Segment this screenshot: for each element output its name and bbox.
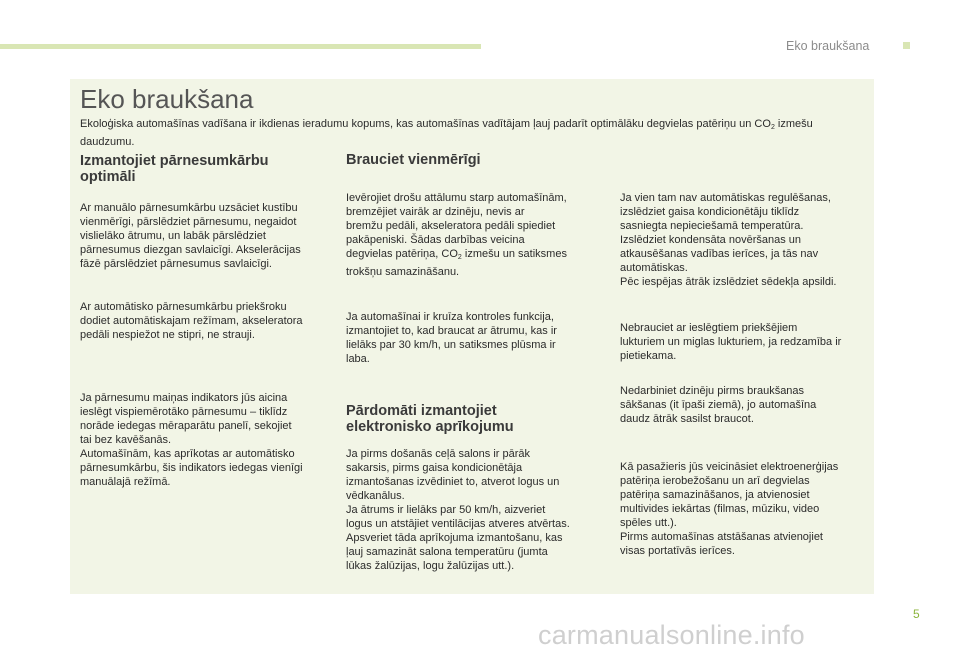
section-title: Eko braukšana [786, 39, 870, 53]
watermark: carmanualsonline.info [538, 620, 805, 650]
paragraph-manual-gearbox: Ar manuālo pārnesumkārbu uzsāciet kustību vienmērīgi, pārslēdziet pārnesumu, negaidot vislielāko ātrumu, un labāk pārslēdziet pārnesumus diezgan savlaicīgi. Akselerācijas fāzē pārslēdziet pārnesumus savlaicīgi. [80, 202, 301, 270]
paragraph-air-conditioning: Ja vien tam nav automātiskas regulēšanas, izslēdziet gaisa kondicionētāju tiklīdz sasniegta nepieciešamā temperatūra. Izslēdziet kondensāta novēršanas un atkausēšanas vadības ierīces, ja tās nav automātiskas. Pēc iespējas ātrāk izslēdziet sēdekļa apsildi. [620, 192, 837, 288]
paragraph-ventilation: Ja pirms došanās ceļā salons ir pārāk sakarsis, pirms gaisa kondicionētāja izmantošanas izvēdiniet to, atverot logus un vēdkanālus. Ja ātrums ir lielāks par 50 km/h, aizveriet logus un atstājiet ventilācijas atveres atvērtas. Apsveriet tāda aprīkojuma izmantošanu, kas ļauj samazināt salona temperatūru (jumta lūkas žalūzijas, logu žalūzijas utt.). [346, 448, 570, 572]
header-accent-bar [0, 44, 481, 49]
intro-paragraph [80, 117, 860, 149]
paragraph-headlights: Nebrauciet ar ieslēgtiem priekšējiem lukturiem un miglas lukturiem, ja redzamība ir pietiekama. [620, 322, 842, 362]
page-title: Eko braukšana [80, 84, 254, 114]
safe-distance-text: Ievērojiet drošu attālumu starp automašīnām, bremzējiet vairāk ar dzinēju, nevis ar bremžu pedāli, akseleratora pedāli spiediet pakāpeniski. Šādas darbības veicina degvielas patēriņa, CO [346, 192, 567, 260]
paragraph-safe-distance [346, 191, 567, 279]
paragraph-automatic-gearbox: Ar automātisko pārnesumkārbu priekšroku dodiet automātiskajam režīmam, akseleratora pedāli nespiežot ne stipri, ne strauji. [80, 301, 303, 341]
paragraph-passenger-devices: Kā pasažieris jūs veicināsiet elektroenerģijas patēriņa ierobežošanu un arī degvielas patēriņa samazināšanos, ja atvienosiet multivides iekārtas (filmas, mūziku, video spēles utt.). Pirms automašīnas atstāšanas atvienojiet visas portatīvās ierīces. [620, 461, 839, 557]
paragraph-engine-warmup: Nedarbiniet dzinēju pirms braukšanas sākšanas (it īpaši ziemā), jo automašīna daudz ātrāk sasilst braucot. [620, 385, 817, 425]
intro-subscript: 2 [770, 124, 775, 131]
header-square-marker [903, 42, 910, 49]
heading-gearbox: Izmantojiet pārnesumkārbu optimāli [80, 153, 269, 185]
heading-smooth-driving: Brauciet vienmērīgi [346, 152, 481, 168]
co2-subscript: 2 [457, 254, 462, 261]
paragraph-cruise-control: Ja automašīnai ir kruīza kontroles funkcija, izmantojiet to, kad braucat ar ātrumu, kas ir lielāks par 30 km/h, un satiksmes plūsma ir laba. [346, 311, 557, 365]
intro-text: Ekoloģiska automašīnas vadīšana ir ikdienas ieradumu kopums, kas automašīnas vadītājam ļauj padarīt optimālāku degvielas patēriņu un CO [80, 118, 771, 130]
page-number: 5 [913, 607, 920, 621]
safe-distance-text-after: izmešu un satiksmes trokšņu samazināšanu. [346, 248, 567, 278]
heading-electronic-equipment: Pārdomāti izmantojiet elektronisko aprīkojumu [346, 403, 514, 435]
paragraph-gear-indicator: Ja pārnesumu maiņas indikators jūs aicina ieslēgt vispiemērotāko pārnesumu – tiklīdz norāde iedegas mēraparātu panelī, sekojiet tai bez kavēšanās. Automašīnām, kas aprīkotas ar automātisko pārnesumkārbu, šis indikators iedegas vienīgi manuālajā režīmā. [80, 392, 303, 488]
intro-text-after: izmešu daudzumu. [80, 118, 813, 148]
